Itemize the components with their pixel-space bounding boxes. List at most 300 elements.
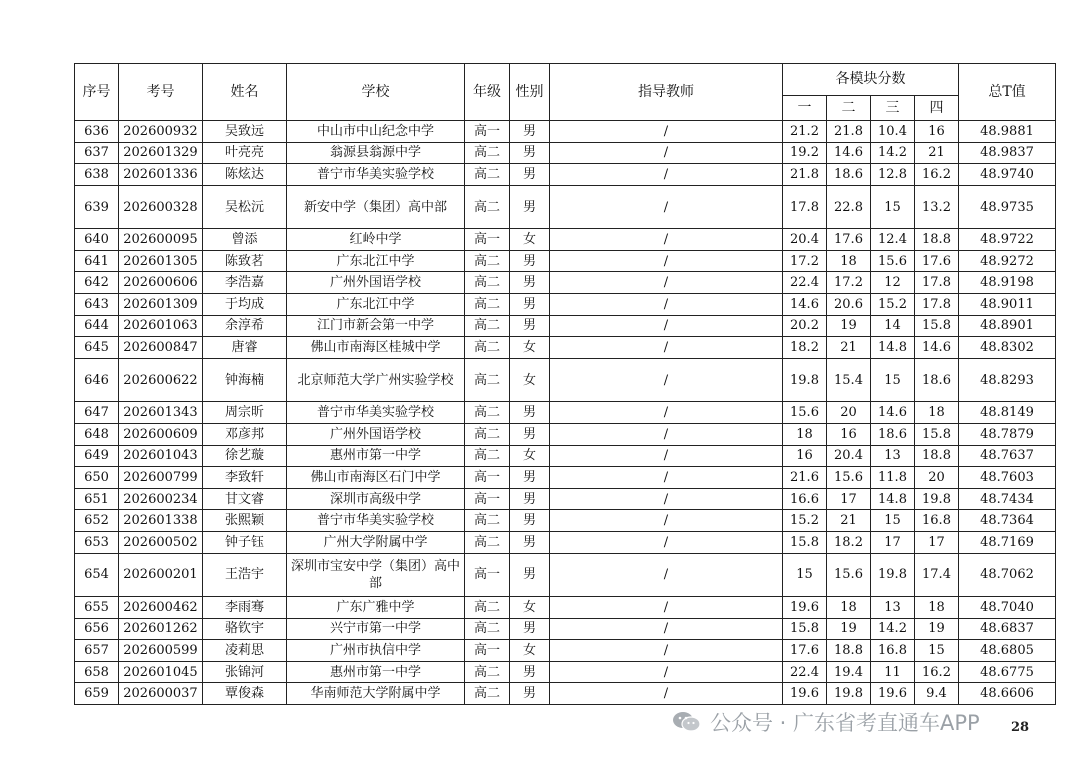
cell-module-3: 15 xyxy=(871,185,915,229)
cell-total-t: 48.9272 xyxy=(959,250,1056,272)
cell-school: 广东北江中学 xyxy=(287,294,465,316)
watermark xyxy=(672,706,980,738)
cell-exam-no: 202600622 xyxy=(119,358,203,402)
cell-grade: 高一 xyxy=(465,640,510,662)
cell-module-1: 20.4 xyxy=(783,229,827,251)
cell-module-2: 15.4 xyxy=(827,358,871,402)
cell-name: 唐睿 xyxy=(203,337,287,359)
cell-module-4: 17.4 xyxy=(915,553,959,597)
cell-grade: 高二 xyxy=(465,618,510,640)
cell-name: 于均成 xyxy=(203,294,287,316)
cell-total-t: 48.7040 xyxy=(959,597,1056,619)
cell-grade: 高二 xyxy=(465,445,510,467)
table-row xyxy=(75,445,1056,467)
cell-seq: 643 xyxy=(75,294,119,316)
cell-total-t: 48.9881 xyxy=(959,121,1056,143)
header-module-scores: 各模块分数 xyxy=(783,64,959,96)
cell-exam-no: 202600609 xyxy=(119,423,203,445)
cell-school: 中山市中山纪念中学 xyxy=(287,121,465,143)
cell-teacher: / xyxy=(550,488,783,510)
cell-total-t: 48.8901 xyxy=(959,315,1056,337)
cell-module-4: 16 xyxy=(915,121,959,143)
cell-seq: 652 xyxy=(75,510,119,532)
cell-gender: 男 xyxy=(510,683,550,705)
cell-teacher: / xyxy=(550,294,783,316)
cell-name: 李雨骞 xyxy=(203,597,287,619)
cell-school: 佛山市南海区桂城中学 xyxy=(287,337,465,359)
cell-seq: 654 xyxy=(75,553,119,597)
header-school: 学校 xyxy=(287,64,465,121)
table-row xyxy=(75,510,1056,532)
wechat-icon xyxy=(672,710,702,734)
cell-seq: 646 xyxy=(75,358,119,402)
cell-name: 吴松沅 xyxy=(203,185,287,229)
cell-school: 广东广雅中学 xyxy=(287,597,465,619)
cell-gender: 男 xyxy=(510,142,550,164)
watermark-text: 公众号 · 广东省考直通车APP xyxy=(710,711,980,735)
cell-grade: 高二 xyxy=(465,142,510,164)
cell-gender: 男 xyxy=(510,164,550,186)
table-row xyxy=(75,142,1056,164)
cell-module-3: 19.8 xyxy=(871,553,915,597)
cell-module-1: 22.4 xyxy=(783,661,827,683)
results-table xyxy=(74,63,1056,705)
cell-exam-no: 202601262 xyxy=(119,618,203,640)
cell-module-3: 15 xyxy=(871,510,915,532)
cell-exam-no: 202601343 xyxy=(119,402,203,424)
cell-name: 陈致茗 xyxy=(203,250,287,272)
cell-exam-no: 202600037 xyxy=(119,683,203,705)
cell-module-3: 14.6 xyxy=(871,402,915,424)
table-row xyxy=(75,467,1056,489)
cell-gender: 男 xyxy=(510,467,550,489)
cell-name: 覃俊森 xyxy=(203,683,287,705)
cell-name: 王浩宇 xyxy=(203,553,287,597)
cell-module-2: 18 xyxy=(827,250,871,272)
cell-grade: 高二 xyxy=(465,510,510,532)
cell-module-1: 17.8 xyxy=(783,185,827,229)
cell-school: 佛山市南海区石门中学 xyxy=(287,467,465,489)
cell-module-4: 21 xyxy=(915,142,959,164)
cell-seq: 639 xyxy=(75,185,119,229)
cell-school: 翁源县翁源中学 xyxy=(287,142,465,164)
cell-seq: 649 xyxy=(75,445,119,467)
table-row xyxy=(75,337,1056,359)
cell-gender: 男 xyxy=(510,250,550,272)
cell-teacher: / xyxy=(550,661,783,683)
cell-teacher: / xyxy=(550,618,783,640)
cell-grade: 高二 xyxy=(465,423,510,445)
cell-module-4: 18.8 xyxy=(915,229,959,251)
cell-module-4: 18.6 xyxy=(915,358,959,402)
header-seq: 序号 xyxy=(75,64,119,121)
cell-module-1: 15.6 xyxy=(783,402,827,424)
header-module-3: 三 xyxy=(871,96,915,121)
header-gender: 性别 xyxy=(510,64,550,121)
cell-total-t: 48.9740 xyxy=(959,164,1056,186)
cell-teacher: / xyxy=(550,142,783,164)
cell-module-1: 19.6 xyxy=(783,683,827,705)
cell-module-1: 15.2 xyxy=(783,510,827,532)
table-row xyxy=(75,618,1056,640)
cell-total-t: 48.7169 xyxy=(959,531,1056,553)
cell-exam-no: 202601045 xyxy=(119,661,203,683)
cell-exam-no: 202601336 xyxy=(119,164,203,186)
cell-teacher: / xyxy=(550,640,783,662)
cell-module-4: 20 xyxy=(915,467,959,489)
cell-name: 余淳希 xyxy=(203,315,287,337)
cell-gender: 女 xyxy=(510,640,550,662)
table-row xyxy=(75,531,1056,553)
cell-module-3: 14.2 xyxy=(871,618,915,640)
cell-module-1: 16 xyxy=(783,445,827,467)
cell-module-3: 11 xyxy=(871,661,915,683)
cell-grade: 高二 xyxy=(465,402,510,424)
cell-module-3: 15.6 xyxy=(871,250,915,272)
cell-teacher: / xyxy=(550,402,783,424)
cell-grade: 高二 xyxy=(465,531,510,553)
cell-module-1: 17.2 xyxy=(783,250,827,272)
cell-gender: 男 xyxy=(510,661,550,683)
cell-gender: 男 xyxy=(510,315,550,337)
cell-module-1: 16.6 xyxy=(783,488,827,510)
cell-module-3: 14.8 xyxy=(871,488,915,510)
cell-teacher: / xyxy=(550,467,783,489)
cell-school: 广东北江中学 xyxy=(287,250,465,272)
cell-school: 普宁市华美实验学校 xyxy=(287,510,465,532)
cell-total-t: 48.7879 xyxy=(959,423,1056,445)
header-module-2: 二 xyxy=(827,96,871,121)
header-teacher: 指导教师 xyxy=(550,64,783,121)
cell-name: 钟海楠 xyxy=(203,358,287,402)
cell-module-1: 21.2 xyxy=(783,121,827,143)
cell-module-2: 17.2 xyxy=(827,272,871,294)
table-row xyxy=(75,229,1056,251)
cell-module-4: 18 xyxy=(915,597,959,619)
cell-school: 华南师范大学附属中学 xyxy=(287,683,465,705)
cell-total-t: 48.9735 xyxy=(959,185,1056,229)
table-row xyxy=(75,294,1056,316)
cell-module-4: 19.8 xyxy=(915,488,959,510)
cell-school: 普宁市华美实验学校 xyxy=(287,164,465,186)
cell-exam-no: 202600234 xyxy=(119,488,203,510)
cell-exam-no: 202600932 xyxy=(119,121,203,143)
cell-module-2: 22.8 xyxy=(827,185,871,229)
cell-module-4: 18.8 xyxy=(915,445,959,467)
cell-exam-no: 202600502 xyxy=(119,531,203,553)
table-row xyxy=(75,683,1056,705)
cell-module-2: 19.4 xyxy=(827,661,871,683)
cell-name: 甘文睿 xyxy=(203,488,287,510)
header-exam-no: 考号 xyxy=(119,64,203,121)
cell-module-2: 18 xyxy=(827,597,871,619)
cell-total-t: 48.8302 xyxy=(959,337,1056,359)
table-header xyxy=(75,64,1056,121)
cell-gender: 男 xyxy=(510,272,550,294)
cell-module-4: 15.8 xyxy=(915,315,959,337)
cell-module-2: 17 xyxy=(827,488,871,510)
cell-exam-no: 202600847 xyxy=(119,337,203,359)
cell-module-3: 12 xyxy=(871,272,915,294)
table-row xyxy=(75,423,1056,445)
cell-grade: 高一 xyxy=(465,467,510,489)
table-row xyxy=(75,250,1056,272)
cell-seq: 650 xyxy=(75,467,119,489)
cell-school: 北京师范大学广州实验学校 xyxy=(287,358,465,402)
cell-total-t: 48.9198 xyxy=(959,272,1056,294)
cell-name: 叶亮亮 xyxy=(203,142,287,164)
cell-seq: 645 xyxy=(75,337,119,359)
cell-module-3: 13 xyxy=(871,597,915,619)
cell-total-t: 48.8149 xyxy=(959,402,1056,424)
cell-school: 惠州市第一中学 xyxy=(287,445,465,467)
cell-exam-no: 202600328 xyxy=(119,185,203,229)
cell-teacher: / xyxy=(550,445,783,467)
cell-school: 惠州市第一中学 xyxy=(287,661,465,683)
cell-teacher: / xyxy=(550,423,783,445)
cell-module-3: 19.6 xyxy=(871,683,915,705)
cell-module-3: 14.2 xyxy=(871,142,915,164)
cell-module-3: 12.8 xyxy=(871,164,915,186)
cell-seq: 659 xyxy=(75,683,119,705)
cell-module-4: 17.8 xyxy=(915,294,959,316)
cell-seq: 636 xyxy=(75,121,119,143)
cell-teacher: / xyxy=(550,510,783,532)
cell-module-1: 15.8 xyxy=(783,531,827,553)
cell-module-4: 17.8 xyxy=(915,272,959,294)
cell-school: 深圳市宝安中学（集团）高中部 xyxy=(287,553,465,597)
table-row xyxy=(75,121,1056,143)
table-row xyxy=(75,315,1056,337)
cell-module-3: 13 xyxy=(871,445,915,467)
cell-teacher: / xyxy=(550,337,783,359)
cell-module-1: 14.6 xyxy=(783,294,827,316)
cell-school: 新安中学（集团）高中部 xyxy=(287,185,465,229)
cell-name: 吴致远 xyxy=(203,121,287,143)
cell-exam-no: 202600095 xyxy=(119,229,203,251)
cell-total-t: 48.7603 xyxy=(959,467,1056,489)
cell-total-t: 48.9722 xyxy=(959,229,1056,251)
cell-teacher: / xyxy=(550,121,783,143)
cell-exam-no: 202600799 xyxy=(119,467,203,489)
cell-name: 钟子钰 xyxy=(203,531,287,553)
table-row xyxy=(75,402,1056,424)
cell-module-2: 21 xyxy=(827,510,871,532)
cell-module-1: 15.8 xyxy=(783,618,827,640)
table-row xyxy=(75,597,1056,619)
table-row xyxy=(75,553,1056,597)
cell-module-2: 20.4 xyxy=(827,445,871,467)
cell-grade: 高一 xyxy=(465,488,510,510)
cell-grade: 高二 xyxy=(465,272,510,294)
cell-name: 曾添 xyxy=(203,229,287,251)
cell-module-1: 21.8 xyxy=(783,164,827,186)
cell-module-2: 21.8 xyxy=(827,121,871,143)
cell-name: 凌莉思 xyxy=(203,640,287,662)
cell-teacher: / xyxy=(550,531,783,553)
header-grade: 年级 xyxy=(465,64,510,121)
cell-module-2: 18.2 xyxy=(827,531,871,553)
cell-seq: 657 xyxy=(75,640,119,662)
cell-teacher: / xyxy=(550,164,783,186)
cell-module-3: 17 xyxy=(871,531,915,553)
cell-module-2: 20 xyxy=(827,402,871,424)
cell-gender: 男 xyxy=(510,553,550,597)
header-total-t: 总T值 xyxy=(959,64,1056,121)
cell-total-t: 48.6837 xyxy=(959,618,1056,640)
cell-module-2: 19.8 xyxy=(827,683,871,705)
cell-teacher: / xyxy=(550,553,783,597)
cell-module-3: 14.8 xyxy=(871,337,915,359)
cell-teacher: / xyxy=(550,250,783,272)
cell-total-t: 48.7434 xyxy=(959,488,1056,510)
cell-module-4: 14.6 xyxy=(915,337,959,359)
cell-total-t: 48.6606 xyxy=(959,683,1056,705)
results-sheet xyxy=(74,63,1034,705)
cell-grade: 高一 xyxy=(465,121,510,143)
cell-school: 广州市执信中学 xyxy=(287,640,465,662)
cell-school: 红岭中学 xyxy=(287,229,465,251)
cell-name: 骆钦宇 xyxy=(203,618,287,640)
cell-grade: 高二 xyxy=(465,294,510,316)
cell-exam-no: 202600599 xyxy=(119,640,203,662)
cell-module-4: 18 xyxy=(915,402,959,424)
cell-module-3: 15.2 xyxy=(871,294,915,316)
cell-module-1: 18 xyxy=(783,423,827,445)
cell-name: 陈炫达 xyxy=(203,164,287,186)
cell-module-4: 15 xyxy=(915,640,959,662)
cell-module-3: 12.4 xyxy=(871,229,915,251)
cell-module-1: 17.6 xyxy=(783,640,827,662)
cell-seq: 638 xyxy=(75,164,119,186)
cell-module-1: 22.4 xyxy=(783,272,827,294)
cell-total-t: 48.7364 xyxy=(959,510,1056,532)
cell-grade: 高二 xyxy=(465,164,510,186)
cell-gender: 男 xyxy=(510,531,550,553)
cell-name: 李浩嘉 xyxy=(203,272,287,294)
cell-name: 徐艺璇 xyxy=(203,445,287,467)
cell-module-2: 15.6 xyxy=(827,553,871,597)
table-row xyxy=(75,488,1056,510)
cell-module-1: 21.6 xyxy=(783,467,827,489)
cell-exam-no: 202601338 xyxy=(119,510,203,532)
cell-module-1: 19.6 xyxy=(783,597,827,619)
cell-module-4: 16.2 xyxy=(915,164,959,186)
table-row xyxy=(75,272,1056,294)
cell-module-4: 17.6 xyxy=(915,250,959,272)
cell-name: 张锦河 xyxy=(203,661,287,683)
cell-module-3: 11.8 xyxy=(871,467,915,489)
header-module-4: 四 xyxy=(915,96,959,121)
cell-exam-no: 202600606 xyxy=(119,272,203,294)
cell-seq: 644 xyxy=(75,315,119,337)
cell-total-t: 48.7062 xyxy=(959,553,1056,597)
cell-school: 广州外国语学校 xyxy=(287,423,465,445)
cell-module-3: 16.8 xyxy=(871,640,915,662)
cell-school: 广州外国语学校 xyxy=(287,272,465,294)
cell-total-t: 48.9837 xyxy=(959,142,1056,164)
cell-module-2: 17.6 xyxy=(827,229,871,251)
cell-grade: 高二 xyxy=(465,250,510,272)
cell-gender: 男 xyxy=(510,185,550,229)
cell-module-2: 18.6 xyxy=(827,164,871,186)
cell-school: 兴宁市第一中学 xyxy=(287,618,465,640)
cell-module-1: 18.2 xyxy=(783,337,827,359)
cell-gender: 女 xyxy=(510,229,550,251)
cell-grade: 高二 xyxy=(465,597,510,619)
cell-gender: 女 xyxy=(510,597,550,619)
cell-grade: 高二 xyxy=(465,185,510,229)
cell-teacher: / xyxy=(550,229,783,251)
cell-grade: 高二 xyxy=(465,661,510,683)
cell-exam-no: 202601063 xyxy=(119,315,203,337)
cell-module-2: 21 xyxy=(827,337,871,359)
cell-gender: 女 xyxy=(510,337,550,359)
cell-module-4: 16.2 xyxy=(915,661,959,683)
cell-gender: 男 xyxy=(510,294,550,316)
cell-gender: 男 xyxy=(510,402,550,424)
cell-module-4: 15.8 xyxy=(915,423,959,445)
cell-seq: 656 xyxy=(75,618,119,640)
cell-module-1: 19.2 xyxy=(783,142,827,164)
cell-name: 李致轩 xyxy=(203,467,287,489)
cell-seq: 647 xyxy=(75,402,119,424)
cell-module-3: 10.4 xyxy=(871,121,915,143)
cell-module-4: 17 xyxy=(915,531,959,553)
cell-gender: 男 xyxy=(510,618,550,640)
table-row xyxy=(75,185,1056,229)
cell-total-t: 48.9011 xyxy=(959,294,1056,316)
cell-module-4: 16.8 xyxy=(915,510,959,532)
cell-gender: 男 xyxy=(510,510,550,532)
cell-gender: 男 xyxy=(510,121,550,143)
cell-teacher: / xyxy=(550,272,783,294)
cell-grade: 高二 xyxy=(465,358,510,402)
table-row xyxy=(75,358,1056,402)
cell-seq: 642 xyxy=(75,272,119,294)
cell-teacher: / xyxy=(550,597,783,619)
cell-module-2: 14.6 xyxy=(827,142,871,164)
cell-seq: 641 xyxy=(75,250,119,272)
cell-gender: 男 xyxy=(510,423,550,445)
cell-seq: 655 xyxy=(75,597,119,619)
cell-module-3: 18.6 xyxy=(871,423,915,445)
cell-school: 深圳市高级中学 xyxy=(287,488,465,510)
cell-exam-no: 202601329 xyxy=(119,142,203,164)
cell-school: 广州大学附属中学 xyxy=(287,531,465,553)
table-row xyxy=(75,164,1056,186)
cell-name: 周宗昕 xyxy=(203,402,287,424)
cell-school: 普宁市华美实验学校 xyxy=(287,402,465,424)
cell-seq: 648 xyxy=(75,423,119,445)
cell-module-2: 20.6 xyxy=(827,294,871,316)
cell-grade: 高二 xyxy=(465,337,510,359)
cell-seq: 658 xyxy=(75,661,119,683)
cell-exam-no: 202600201 xyxy=(119,553,203,597)
cell-exam-no: 202600462 xyxy=(119,597,203,619)
cell-teacher: / xyxy=(550,315,783,337)
cell-module-4: 13.2 xyxy=(915,185,959,229)
cell-grade: 高一 xyxy=(465,553,510,597)
cell-teacher: / xyxy=(550,358,783,402)
cell-gender: 男 xyxy=(510,488,550,510)
cell-seq: 637 xyxy=(75,142,119,164)
cell-teacher: / xyxy=(550,683,783,705)
cell-total-t: 48.6775 xyxy=(959,661,1056,683)
cell-module-2: 18.8 xyxy=(827,640,871,662)
cell-total-t: 48.6805 xyxy=(959,640,1056,662)
cell-exam-no: 202601309 xyxy=(119,294,203,316)
